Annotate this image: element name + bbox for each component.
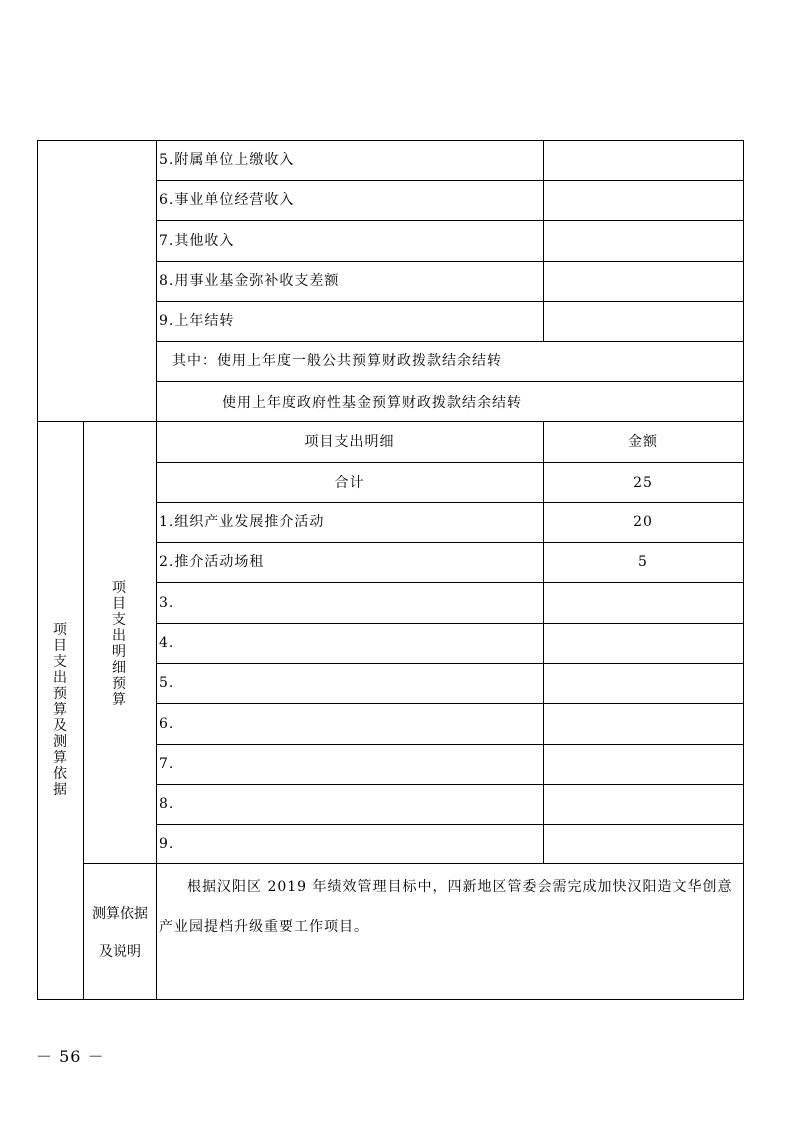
detail-row-label: 9. <box>159 836 175 852</box>
income-row-label: 8.用事业基金弥补收支差额 <box>159 273 340 289</box>
detail-row-label: 7. <box>159 756 175 772</box>
income-row-label: 5.附属单位上缴收入 <box>159 152 295 168</box>
basis-label-line2: 及说明 <box>99 944 141 960</box>
detail-header-amount: 金额 <box>628 434 658 450</box>
detail-row-label: 2.推介活动场租 <box>159 554 265 570</box>
income-row-label: 其中：使用上年度一般公共预算财政拨款结余结转 <box>172 353 502 369</box>
col-divider <box>156 140 157 1000</box>
row-divider <box>156 582 744 583</box>
section-divider <box>37 421 744 422</box>
detail-row-label: 6. <box>159 716 175 732</box>
row-divider <box>156 663 744 664</box>
detail-row-label: 4. <box>159 635 175 651</box>
row-divider <box>83 863 744 864</box>
detail-row-label: 3. <box>159 595 175 611</box>
section-label: 项目支出预算及测算依据 <box>53 622 67 798</box>
income-row-label: 9.上年结转 <box>159 313 235 329</box>
row-divider <box>156 381 744 382</box>
row-divider <box>156 784 744 785</box>
income-row-label: 7.其他收入 <box>159 233 235 249</box>
income-row-label: 6.事业单位经营收入 <box>159 192 295 208</box>
detail-header-item: 项目支出明细 <box>304 434 395 450</box>
basis-text: 根据汉阳区 2019 年绩效管理目标中，四新地区管委会需完成加快汉阳造文华创意产业园提档升级重要工作项目。 <box>159 879 733 935</box>
table-right-border <box>743 140 744 1000</box>
table-bottom-border <box>37 999 744 1000</box>
row-divider <box>156 180 744 181</box>
row-divider <box>156 744 744 745</box>
row-divider <box>156 703 744 704</box>
row-divider <box>156 824 744 825</box>
income-row-label: 使用上年度政府性基金预算财政拨款结余结转 <box>222 395 522 411</box>
row-divider <box>156 301 744 302</box>
row-divider <box>156 462 744 463</box>
row-divider <box>156 220 744 221</box>
row-divider <box>156 261 744 262</box>
table-top-border <box>37 140 744 141</box>
detail-row-amount: 20 <box>633 514 653 530</box>
detail-row-label: 5. <box>159 675 175 691</box>
row-divider <box>156 502 744 503</box>
row-divider <box>156 341 744 342</box>
total-amount: 25 <box>633 475 653 491</box>
detail-row-label: 1.组织产业发展推介活动 <box>159 514 325 530</box>
detail-row-label: 8. <box>159 796 175 812</box>
page-number: － 56 － <box>36 1047 105 1066</box>
amount-col-divider <box>543 140 544 341</box>
detail-row-amount: 5 <box>638 554 648 570</box>
detail-label: 项目支出明细预算 <box>112 580 126 708</box>
total-label: 合计 <box>334 475 365 491</box>
table-left-border <box>37 140 38 1000</box>
row-divider <box>156 542 744 543</box>
row-divider <box>156 623 744 624</box>
basis-label-line1: 测算依据 <box>92 906 148 922</box>
